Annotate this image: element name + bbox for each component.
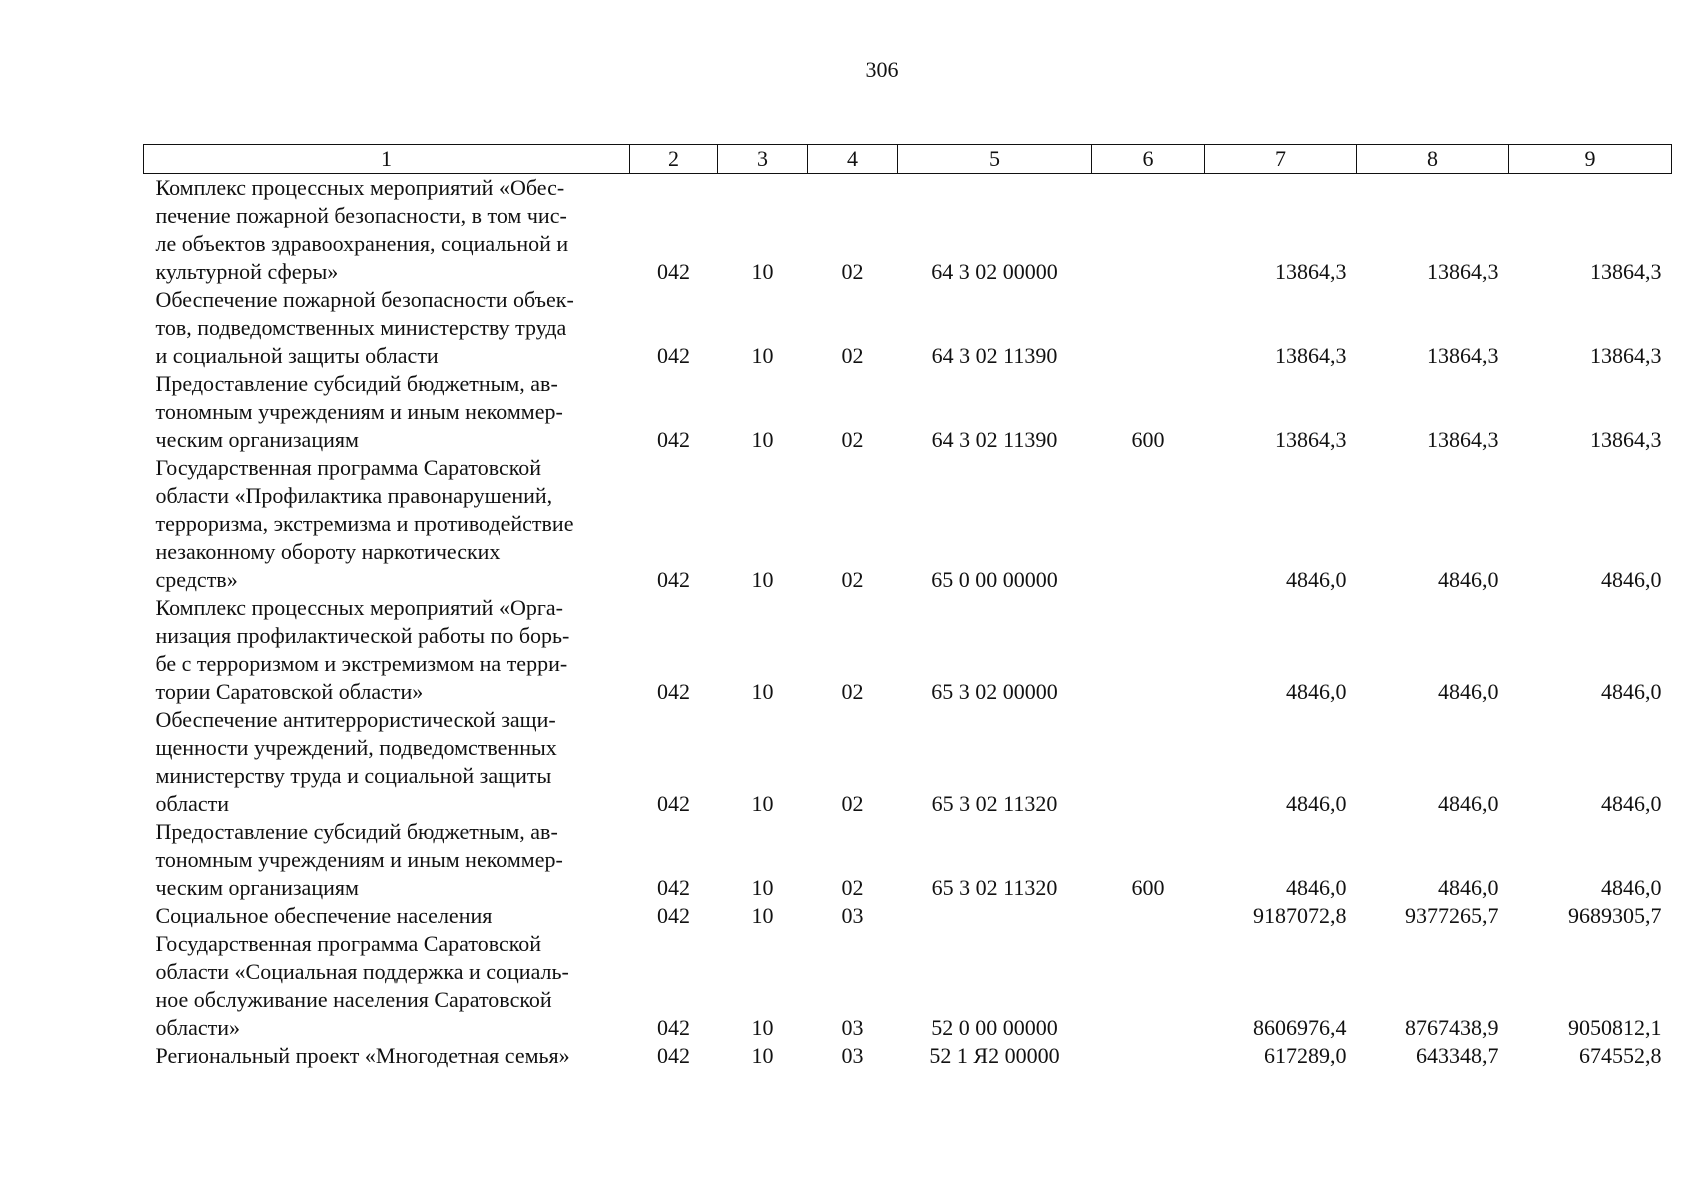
header-col-5: 5	[898, 145, 1092, 174]
table-body	[144, 174, 1672, 1071]
page-number: 306	[865, 57, 899, 82]
cell-amount-year-1: 4846,0	[1286, 875, 1347, 900]
cell-amount-year-2: 8767438,9	[1405, 1015, 1499, 1040]
item-name-line: щенности учреждений, подведомственных	[155, 735, 557, 760]
table-row	[144, 454, 1672, 594]
item-name-line: тономным учреждениям и иным некоммер-	[155, 399, 563, 424]
cell-item-name	[144, 930, 630, 1042]
budget-table	[143, 144, 1672, 1070]
cell-section: 042	[657, 343, 690, 368]
cell-amount-year-3: 13864,3	[1590, 427, 1662, 452]
cell-amount-year-1: 4846,0	[1286, 791, 1347, 816]
cell-item-name	[144, 286, 630, 370]
header-col-1: 1	[144, 145, 630, 174]
cell-section: 042	[657, 791, 690, 816]
cell-item-name	[144, 174, 630, 287]
header-col-2: 2	[630, 145, 718, 174]
item-name-line: области «Социальная поддержка и социаль-	[155, 959, 569, 984]
cell-target-article: 65 3 02 11320	[931, 875, 1058, 900]
cell-target-article: 64 3 02 11390	[931, 343, 1058, 368]
item-name-line: бе с терроризмом и экстремизмом на терри-	[155, 651, 568, 676]
cell-amount-year-3: 13864,3	[1590, 259, 1662, 284]
cell-amount-year-2: 13864,3	[1427, 343, 1499, 368]
table-row	[144, 1042, 1672, 1070]
cell-item-name	[144, 818, 630, 902]
cell-item-name	[144, 1042, 630, 1070]
cell-amount-year-2: 13864,3	[1427, 427, 1499, 452]
cell-target-article: 52 1 Я2 00000	[929, 1043, 1060, 1068]
header-col-7: 7	[1205, 145, 1357, 174]
header-col-4: 4	[808, 145, 898, 174]
item-name-line: области	[155, 791, 230, 816]
header-col-6: 6	[1092, 145, 1205, 174]
cell-expense-type	[1092, 594, 1205, 706]
cell-amount-year-3: 4846,0	[1601, 567, 1662, 592]
cell-amount-year-2: 9377265,7	[1405, 903, 1499, 928]
cell-amount-year-2: 4846,0	[1438, 875, 1499, 900]
cell-section: 042	[657, 567, 690, 592]
cell-subsubsection: 02	[841, 427, 864, 452]
item-name-line: ческим организациям	[155, 427, 359, 452]
item-name-line: министерству труда и социальной защиты	[155, 763, 552, 788]
cell-target-article: 65 3 02 11320	[931, 791, 1058, 816]
cell-section: 042	[657, 1015, 690, 1040]
cell-amount-year-3: 9050812,1	[1568, 1015, 1662, 1040]
cell-amount-year-1: 13864,3	[1275, 343, 1347, 368]
cell-subsubsection: 02	[841, 679, 864, 704]
table-row	[144, 930, 1672, 1042]
cell-subsection: 10	[751, 427, 774, 452]
cell-target-article: 65 0 00 00000	[931, 567, 1058, 592]
cell-target-article: 52 0 00 00000	[931, 1015, 1058, 1040]
cell-subsection: 10	[751, 903, 774, 928]
item-name-line: тов, подведомственных министерству труда	[155, 315, 567, 340]
cell-expense-type	[1092, 454, 1205, 594]
cell-amount-year-3: 674552,8	[1579, 1043, 1662, 1068]
cell-amount-year-1: 13864,3	[1275, 427, 1347, 452]
cell-section: 042	[657, 259, 690, 284]
item-name-line: средств»	[155, 567, 238, 592]
cell-expense-type	[1092, 930, 1205, 1042]
item-name-line: ное обслуживание населения Саратовской	[155, 987, 552, 1012]
item-name-line: низация профилактической работы по борь-	[155, 623, 570, 648]
cell-item-name	[144, 370, 630, 454]
cell-expense-type	[1092, 1042, 1205, 1070]
table-row	[144, 818, 1672, 902]
table-row	[144, 594, 1672, 706]
header-row	[144, 145, 1672, 174]
cell-amount-year-2: 643348,7	[1416, 1043, 1499, 1068]
item-name-line: ческим организациям	[155, 875, 359, 900]
cell-subsubsection: 02	[841, 259, 864, 284]
cell-amount-year-3: 4846,0	[1601, 875, 1662, 900]
item-name-line: Государственная программа Саратовской	[155, 931, 542, 956]
item-name-line: ле объектов здравоохранения, социальной и	[155, 231, 569, 256]
item-name-line: печение пожарной безопасности, в том чис-	[155, 203, 567, 228]
cell-expense-type: 600	[1131, 875, 1165, 900]
cell-amount-year-2: 4846,0	[1438, 567, 1499, 592]
table-row	[144, 706, 1672, 818]
cell-amount-year-1: 4846,0	[1286, 567, 1347, 592]
cell-item-name	[144, 454, 630, 594]
item-name-line: Социальное обеспечение населения	[155, 903, 493, 928]
cell-subsubsection: 02	[841, 791, 864, 816]
cell-amount-year-3: 4846,0	[1601, 679, 1662, 704]
item-name-line: и социальной защиты области	[155, 343, 439, 368]
cell-subsection: 10	[751, 1043, 774, 1068]
cell-amount-year-1: 9187072,8	[1253, 903, 1347, 928]
item-name-line: Комплекс процессных мероприятий «Орга-	[155, 595, 563, 620]
cell-subsection: 10	[751, 875, 774, 900]
cell-amount-year-2: 4846,0	[1438, 679, 1499, 704]
cell-target-article: 65 3 02 00000	[931, 679, 1058, 704]
cell-subsection: 10	[751, 791, 774, 816]
cell-item-name	[144, 902, 630, 930]
header-col-8: 8	[1357, 145, 1509, 174]
item-name-line: области «Профилактика правонарушений,	[155, 483, 553, 508]
cell-amount-year-3: 9689305,7	[1568, 903, 1662, 928]
item-name-line: культурной сферы»	[155, 259, 339, 284]
table-row	[144, 286, 1672, 370]
item-name-line: Обеспечение пожарной безопасности объек-	[155, 287, 574, 312]
cell-section: 042	[657, 875, 690, 900]
cell-target-article	[898, 902, 1092, 930]
item-name-line: терроризма, экстремизма и противодействие	[155, 511, 574, 536]
cell-subsection: 10	[751, 1015, 774, 1040]
item-name-line: Предоставление субсидий бюджетным, ав-	[155, 819, 558, 844]
item-name-line: незаконному обороту наркотических	[155, 539, 501, 564]
table-row	[144, 370, 1672, 454]
cell-amount-year-1: 617289,0	[1264, 1043, 1347, 1068]
item-name-line: области»	[155, 1015, 241, 1040]
cell-subsubsection: 03	[841, 1015, 864, 1040]
header-col-9: 9	[1509, 145, 1672, 174]
table-row	[144, 902, 1672, 930]
item-name-line: Государственная программа Саратовской	[155, 455, 542, 480]
cell-section: 042	[657, 679, 690, 704]
cell-amount-year-1: 8606976,4	[1253, 1015, 1347, 1040]
item-name-line: тономным учреждениям и иным некоммер-	[155, 847, 563, 872]
cell-expense-type	[1092, 706, 1205, 818]
cell-target-article: 64 3 02 00000	[931, 259, 1058, 284]
cell-amount-year-3: 13864,3	[1590, 343, 1662, 368]
cell-subsubsection: 03	[841, 1043, 864, 1068]
cell-item-name	[144, 594, 630, 706]
cell-subsection: 10	[751, 679, 774, 704]
cell-subsubsection: 02	[841, 343, 864, 368]
cell-section: 042	[657, 427, 690, 452]
cell-target-article: 64 3 02 11390	[931, 427, 1058, 452]
cell-subsubsection: 02	[841, 875, 864, 900]
cell-amount-year-2: 4846,0	[1438, 791, 1499, 816]
cell-section: 042	[657, 903, 690, 928]
cell-expense-type	[1092, 174, 1205, 287]
cell-amount-year-1: 4846,0	[1286, 679, 1347, 704]
item-name-line: тории Саратовской области»	[155, 679, 424, 704]
item-name-line: Предоставление субсидий бюджетным, ав-	[155, 371, 558, 396]
header-col-3: 3	[718, 145, 808, 174]
cell-expense-type	[1092, 286, 1205, 370]
cell-expense-type: 600	[1131, 427, 1165, 452]
item-name-line: Обеспечение антитеррористической защи-	[155, 707, 556, 732]
item-name-line: Комплекс процессных мероприятий «Обес-	[155, 175, 565, 200]
cell-item-name	[144, 706, 630, 818]
cell-section: 042	[657, 1043, 690, 1068]
table-row	[144, 174, 1672, 287]
cell-subsubsection: 02	[841, 567, 864, 592]
item-name-line: Региональный проект «Многодетная семья»	[155, 1043, 570, 1068]
cell-subsection: 10	[751, 343, 774, 368]
cell-subsubsection: 03	[841, 903, 864, 928]
cell-subsection: 10	[751, 567, 774, 592]
cell-amount-year-1: 13864,3	[1275, 259, 1347, 284]
cell-amount-year-3: 4846,0	[1601, 791, 1662, 816]
cell-amount-year-2: 13864,3	[1427, 259, 1499, 284]
cell-subsection: 10	[751, 259, 774, 284]
cell-expense-type	[1092, 902, 1205, 930]
